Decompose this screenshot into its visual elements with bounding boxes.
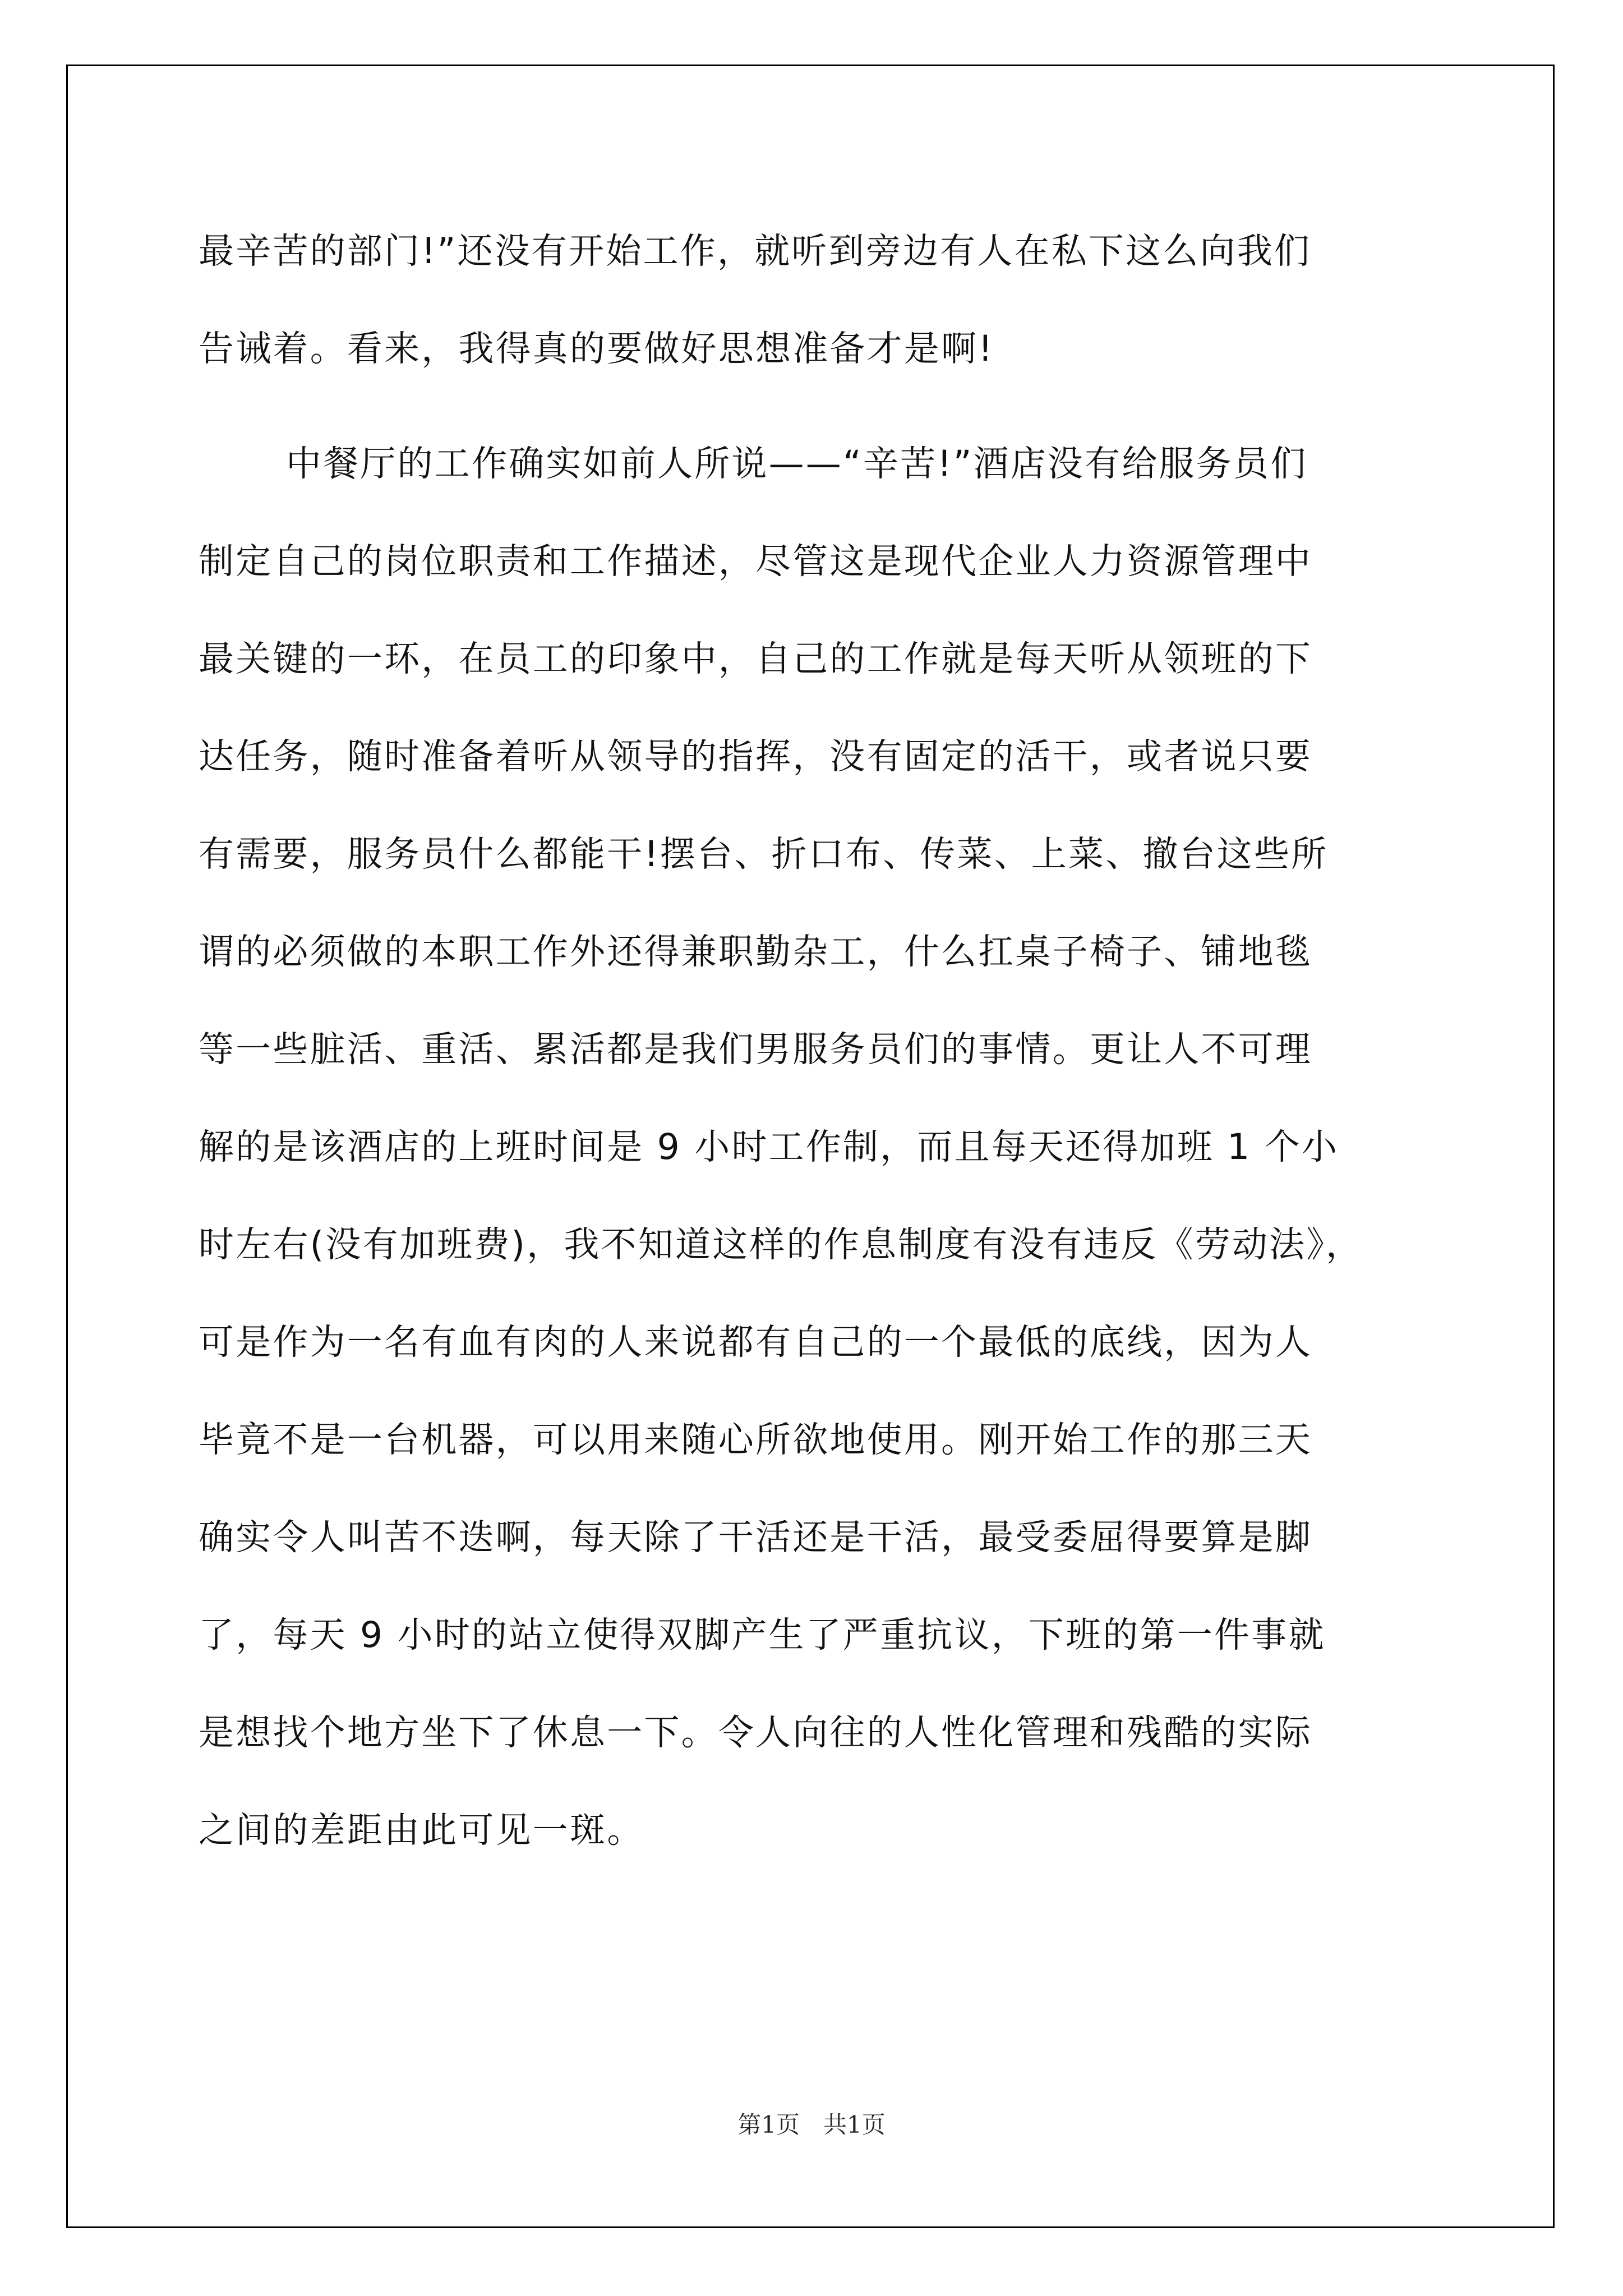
text-line: 时左右(没有加班费)，我不知道这样的作息制度有没有违反《劳动法》， [199, 1224, 1363, 1265]
text-line: 达任务，随时准备着听从领导的指挥，没有固定的活干，或者说只要 [199, 736, 1312, 777]
text-line: 等一些脏活、重活、累活都是我们男服务员们的事情。更让人不可理 [199, 1029, 1312, 1070]
text-line: 告诫着。看来，我得真的要做好思想准备才是啊! [199, 328, 994, 369]
text-line: 确实令人叫苦不迭啊，每天除了干活还是干活，最受委屈得要算是脚 [199, 1517, 1312, 1558]
text-line: 最辛苦的部门!”还没有开始工作，就听到旁边有人在私下这么向我们 [199, 231, 1312, 272]
text-line: 是想找个地方坐下了休息一下。令人向往的人性化管理和残酷的实际 [199, 1712, 1312, 1753]
text-line: 有需要，服务员什么都能干!摆台、折口布、传菜、上菜、撤台这些所 [199, 834, 1329, 875]
text-line: 解的是该酒店的上班时间是 9 小时工作制，而且每天还得加班 1 个小 [199, 1126, 1339, 1167]
text-line: 可是作为一名有血有肉的人来说都有自己的一个最低的底线，因为人 [199, 1322, 1312, 1363]
page-number-footer: 第1页 共1页 [737, 2111, 886, 2138]
paragraph-start-line: 中餐厅的工作确实如前人所说——“辛苦!”酒店没有给服务员们 [286, 443, 1308, 484]
text-line: 制定自己的岗位职责和工作描述，尽管这是现代企业人力资源管理中 [199, 541, 1312, 582]
text-line: 之间的差距由此可见一斑。 [199, 1810, 644, 1851]
text-line: 最关键的一环，在员工的印象中，自己的工作就是每天听从领班的下 [199, 638, 1312, 679]
text-line: 了，每天 9 小时的站立使得双脚产生了严重抗议，下班的第一件事就 [199, 1614, 1326, 1655]
text-line: 谓的必须做的本职工作外还得兼职勤杂工，什么扛桌子椅子、铺地毯 [199, 931, 1312, 972]
text-line: 毕竟不是一台机器，可以用来随心所欲地使用。刚开始工作的那三天 [199, 1419, 1312, 1460]
